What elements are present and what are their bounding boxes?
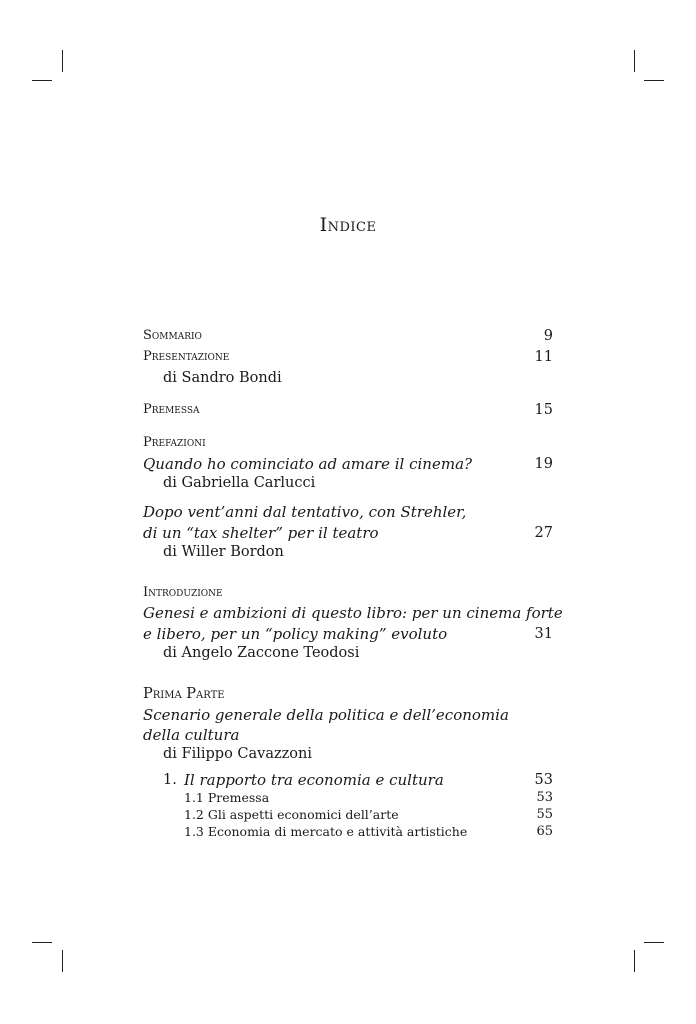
toc-section-prima-parte	[143, 684, 553, 704]
author-line: di Sandro Bondi	[163, 370, 282, 386]
entry-title: e libero, per un “policy making” evoluto	[143, 625, 448, 643]
toc-entry-introduzione-cont[interactable]	[143, 624, 553, 644]
crop-mark	[644, 942, 664, 943]
toc-entry-presentazione[interactable]	[143, 347, 553, 367]
toc-part-title	[143, 725, 553, 745]
toc-author	[143, 368, 553, 388]
page-number: 55	[536, 807, 553, 822]
subsection-label: 1.2 Gli aspetti economici dell’arte	[184, 807, 399, 822]
crop-mark	[634, 950, 635, 972]
crop-mark	[32, 942, 52, 943]
crop-mark	[62, 950, 63, 972]
part-title: della cultura	[143, 726, 240, 744]
toc-entry-prefazione-2[interactable]	[143, 502, 553, 522]
toc-chapter-1[interactable]	[143, 770, 553, 790]
chapter-title: Il rapporto tra economia e cultura	[184, 771, 444, 789]
author-line: di Angelo Zaccone Teodosi	[163, 645, 360, 661]
crop-mark	[62, 50, 63, 72]
toc-entry-prefazione-1[interactable]	[143, 454, 553, 474]
toc-part-title	[143, 705, 553, 725]
section-label: Introduzione	[143, 585, 223, 600]
toc-author	[143, 744, 553, 764]
section-label: Prima Parte	[143, 686, 225, 702]
page-number: 53	[534, 772, 553, 788]
author-line: di Gabriella Carlucci	[163, 475, 316, 491]
entry-title: di un “tax shelter” per il teatro	[143, 524, 379, 542]
page-number: 11	[534, 349, 553, 365]
page-number: 65	[536, 824, 553, 839]
toc-entry-introduzione[interactable]	[143, 603, 563, 623]
page-title: Indice	[319, 214, 377, 236]
subsection-label: 1.1 Premessa	[184, 790, 270, 805]
toc-section-introduzione	[143, 583, 553, 603]
page-number: 53	[536, 790, 553, 805]
entry-label: Premessa	[143, 402, 200, 417]
entry-title: Quando ho cominciato ad amare il cinema?	[143, 455, 473, 473]
crop-mark	[32, 80, 52, 81]
page-number: 27	[534, 525, 553, 541]
part-title: Scenario generale della politica e dell’economia	[143, 706, 509, 724]
author-line: di Willer Bordon	[163, 544, 284, 560]
page-number: 19	[534, 456, 553, 472]
toc-entry-prefazione-2-cont[interactable]	[143, 523, 553, 543]
entry-label: Sommario	[143, 328, 202, 343]
toc-author	[143, 473, 553, 493]
page-number: 9	[543, 328, 553, 344]
page-number: 31	[534, 626, 553, 642]
subsection-label: 1.3 Economia di mercato e attività artistiche	[184, 824, 468, 839]
toc-subsection[interactable]	[143, 789, 553, 806]
toc-entry-sommario[interactable]	[143, 326, 553, 346]
crop-mark	[644, 80, 664, 81]
toc-subsection[interactable]	[143, 823, 553, 840]
crop-mark	[634, 50, 635, 72]
toc-entry-premessa[interactable]	[143, 400, 553, 420]
author-line: di Filippo Cavazzoni	[163, 746, 312, 762]
toc-subsection[interactable]	[143, 806, 553, 823]
entry-label: Presentazione	[143, 349, 230, 364]
toc-author	[143, 643, 553, 663]
toc-section-prefazioni	[143, 433, 553, 453]
entry-title: Dopo vent’anni dal tentativo, con Strehler,	[143, 503, 467, 521]
chapter-number: 1.	[163, 772, 177, 788]
entry-title: Genesi e ambizioni di questo libro: per un cinema forte	[143, 604, 563, 622]
toc-author	[143, 542, 553, 562]
section-label: Prefazioni	[143, 435, 206, 450]
page-number: 15	[534, 402, 553, 418]
